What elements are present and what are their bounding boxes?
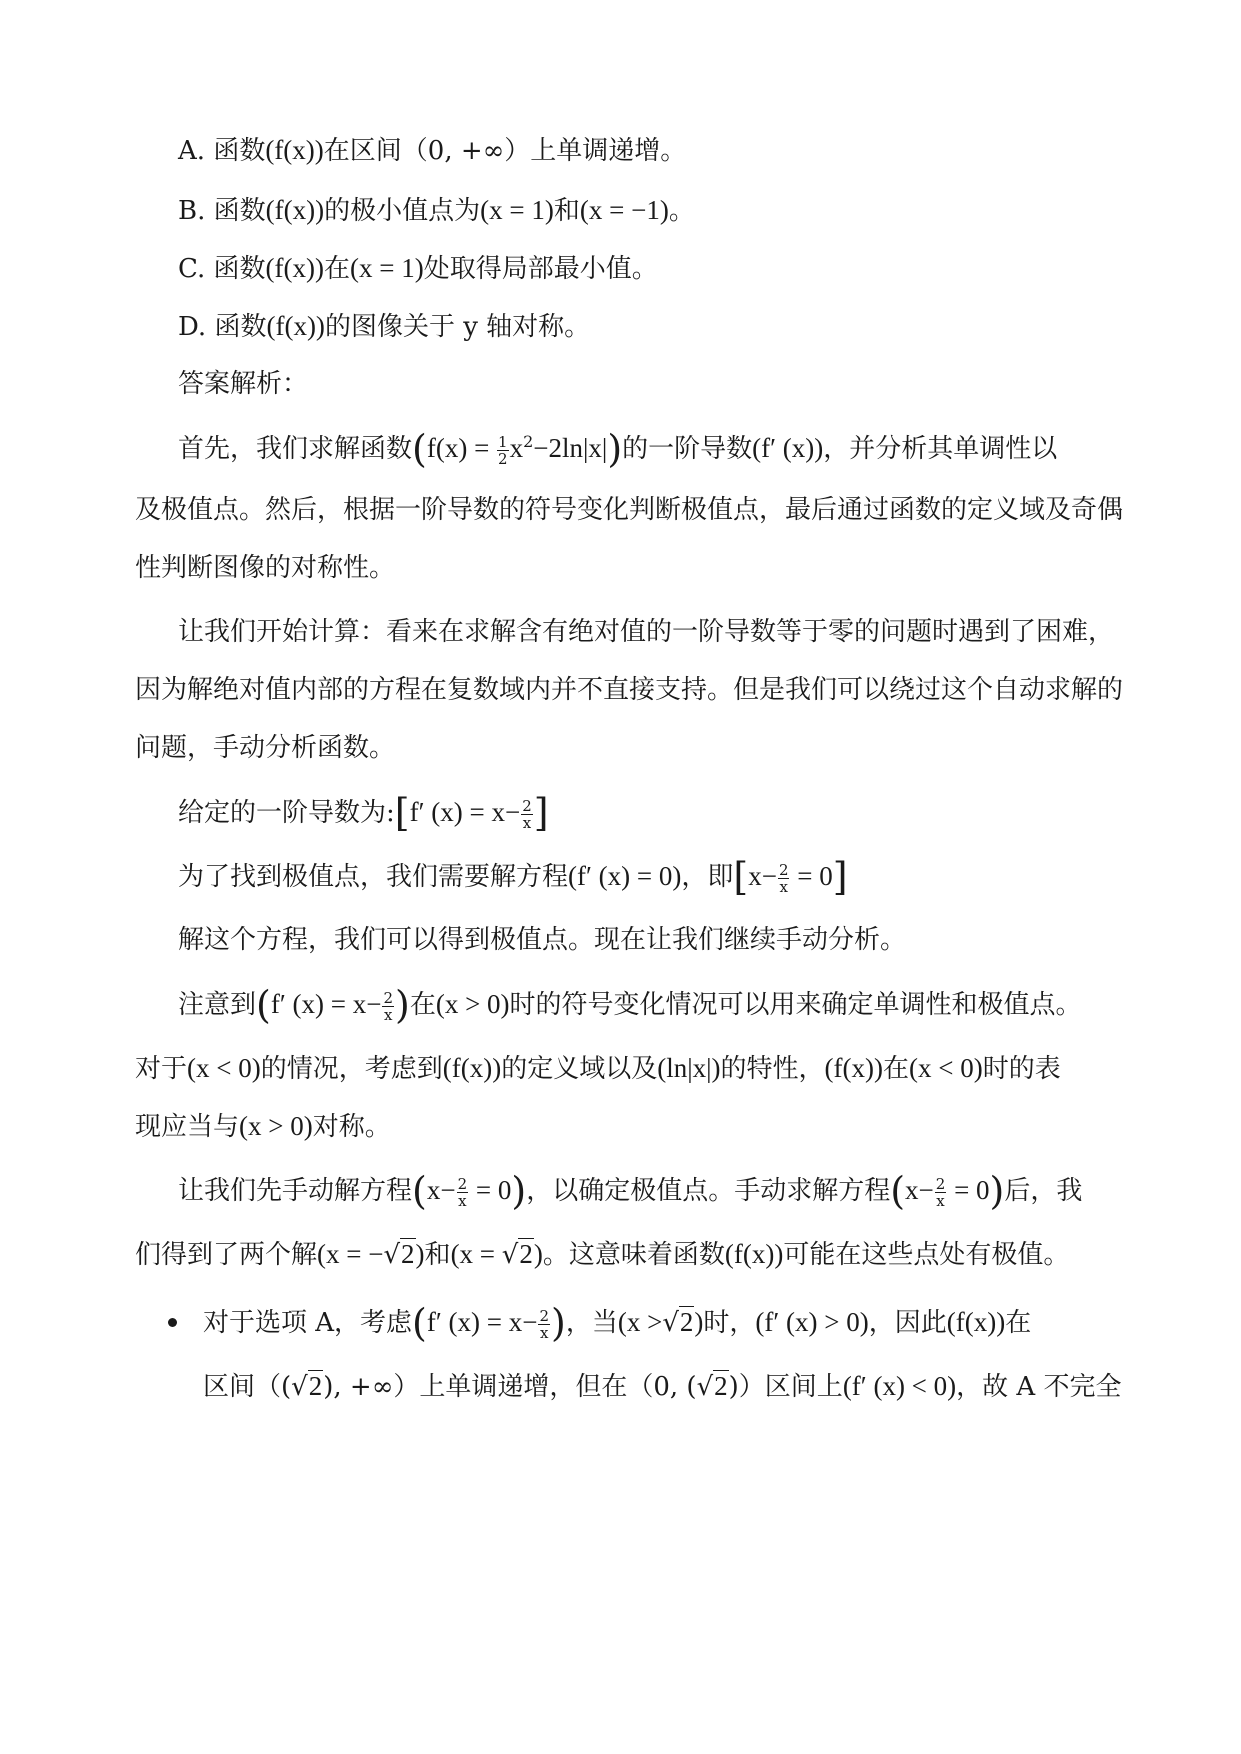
- math-fx: (f(x)): [724, 1239, 784, 1269]
- fraction-2-over-x: [521, 798, 533, 831]
- p7-line1: [178, 1169, 1083, 1213]
- p8-text-2: ，当: [565, 1308, 618, 1338]
- math-x-minus: x−: [905, 1175, 934, 1205]
- p6-line2: [135, 1048, 1061, 1088]
- option-c: [178, 248, 658, 288]
- p8-l2-text-4: ，故 A 不完全: [956, 1372, 1122, 1402]
- paren-close: ): [511, 1169, 527, 1213]
- math-x-eq-1: (x = 1): [480, 195, 554, 225]
- math-close: ): [533, 1239, 543, 1269]
- p3-line: [178, 791, 549, 835]
- option-a-label: A.: [178, 136, 206, 166]
- math-derivative-positive: (f′ (x) > 0): [755, 1307, 869, 1337]
- option-b-text-2: 的极小值点为: [324, 196, 481, 226]
- bracket-open: [: [394, 791, 410, 835]
- paren-open: (: [412, 1301, 427, 1345]
- sqrt-2: [383, 1234, 415, 1275]
- option-b: [178, 190, 695, 230]
- p8-text-4: ，因此: [868, 1308, 947, 1338]
- option-d-label: D.: [178, 312, 207, 342]
- sqrt-2: [662, 1302, 694, 1343]
- math-derivative-zero: (f′ (x) = 0): [568, 861, 682, 891]
- math-close: ): [415, 1239, 425, 1269]
- fraction-num: 2: [457, 1174, 468, 1193]
- p6-text-2: 在: [409, 990, 436, 1020]
- math-derivative-negative: (f′ (x) < 0): [842, 1371, 957, 1401]
- p7-text: 让我们先手动解方程: [178, 1176, 413, 1206]
- p6-l2-text-2: 的情况，考虑到: [260, 1054, 443, 1084]
- math-x-lt-0: (x < 0): [909, 1053, 983, 1083]
- radicand: 2: [308, 1371, 323, 1401]
- radical-sign-icon: √: [291, 1372, 308, 1402]
- math-derivative-eq: f′ (x) = x−: [270, 989, 382, 1019]
- math-f-lhs: f(x) =: [426, 433, 497, 463]
- radicand: 2: [679, 1307, 694, 1337]
- fraction-num: 2: [935, 1174, 946, 1193]
- option-b-text: 函数: [213, 196, 266, 226]
- p4-text-2: ，即: [681, 862, 734, 892]
- paren-close: ): [394, 983, 410, 1027]
- p1-text: 首先，我们求解函数: [178, 434, 413, 464]
- fraction-den: x: [540, 1323, 549, 1342]
- p6-l3-text-2: 对称。: [312, 1112, 391, 1142]
- p8-text: 对于选项 A，考虑: [203, 1308, 413, 1338]
- p2-line3: 问题，手动分析函数。: [135, 733, 396, 763]
- p6-text: 注意到: [178, 990, 257, 1020]
- math-fx: (f(x)): [442, 1053, 502, 1083]
- paren-close: ): [607, 427, 623, 471]
- paren-open: (: [890, 1169, 906, 1213]
- p7-text-3: 后，我: [1004, 1176, 1083, 1206]
- p8-l2-text-2: ), +∞）上单调递增，但在（0, (: [323, 1372, 697, 1402]
- math-eq-zero: = 0: [469, 1175, 512, 1205]
- paren-close: ): [989, 1169, 1005, 1213]
- p4-text: 为了找到极值点，我们需要解方程: [178, 862, 569, 892]
- option-c-label: C.: [178, 254, 206, 284]
- math-fx: (f(x)): [266, 311, 325, 341]
- math-x-eq-neg: (x = −: [317, 1239, 384, 1269]
- p8-line2: [203, 1366, 1121, 1406]
- p6-line1: [178, 983, 1082, 1027]
- math-derivative: (f′ (x)): [752, 433, 824, 463]
- math-x-gt-0: (x > 0): [239, 1111, 313, 1141]
- math-eq-zero: = 0: [790, 861, 833, 891]
- p2-line2: 因为解绝对值内部的方程在复数域内并不直接支持。但是我们可以绕过这个自动求解的: [135, 675, 1124, 705]
- fraction-2-over-x: [778, 862, 790, 895]
- fraction-num: 2: [383, 988, 393, 1007]
- p6-l2-text-4: 的特性，: [720, 1054, 825, 1084]
- math-x-eq-1: (x = 1): [350, 253, 424, 283]
- p2-line1: 让我们开始计算：看来在求解含有绝对值的一阶导数等于零的问题时遇到了困难，: [178, 617, 1115, 647]
- exponent: 2: [523, 432, 534, 451]
- p8-text-3: 时，: [703, 1308, 756, 1338]
- fraction-den: x: [383, 1005, 393, 1024]
- p7-l2-text-2: 和: [424, 1240, 451, 1270]
- p6-l2-text-5: 在: [883, 1054, 910, 1084]
- radicand: 2: [519, 1239, 533, 1269]
- p6-l3-text: 现应当与: [135, 1112, 240, 1142]
- math-fx: (f(x)): [946, 1307, 1006, 1337]
- math-fx: (f(x)): [265, 195, 325, 225]
- math-ln: −2ln|x|: [533, 433, 608, 463]
- math-eq-zero: = 0: [947, 1175, 990, 1205]
- p8-l2-text-3: )）区间上: [728, 1372, 843, 1402]
- p8-line1: [203, 1301, 1032, 1345]
- p7-l2-text: 们得到了两个解: [135, 1240, 318, 1270]
- math-close: ): [694, 1307, 704, 1337]
- paren-close: ): [551, 1301, 566, 1345]
- p7-text-2: ，以确定极值点。手动求解方程: [526, 1176, 891, 1206]
- p3-text: 给定的一阶导数为:: [178, 798, 395, 828]
- p6-l2-text-3: 的定义域以及: [501, 1054, 658, 1084]
- fraction-half: [497, 434, 509, 467]
- math-x-lt-0: (x < 0): [187, 1053, 261, 1083]
- math-ln-abs-x: (ln|x|): [657, 1053, 721, 1083]
- math-fx: (f(x)): [265, 253, 324, 283]
- p6-line3: [135, 1106, 391, 1146]
- p1-line2: 及极值点。然后，根据一阶导数的符号变化判断极值点，最后通过函数的定义域及奇偶: [135, 495, 1124, 525]
- radicand: 2: [714, 1371, 728, 1401]
- p1-line3: 性判断图像的对称性。: [135, 553, 396, 583]
- p6-l2-text: 对于: [135, 1054, 188, 1084]
- fraction-den: x: [458, 1191, 467, 1210]
- math-x-gt: (x >: [617, 1307, 663, 1337]
- bracket-close: ]: [832, 855, 848, 899]
- p5-line: 解这个方程，我们可以得到极值点。现在让我们继续手动分析。: [178, 925, 907, 955]
- fraction-2-over-x: [538, 1308, 550, 1341]
- fraction-den: x: [936, 1191, 945, 1210]
- option-b-text-3: 和: [553, 196, 580, 226]
- p4-line: [178, 855, 848, 899]
- option-b-label: B.: [178, 196, 206, 226]
- option-c-text: 函数: [213, 254, 266, 284]
- math-x-minus: x−: [748, 861, 777, 891]
- paren-open: (: [256, 983, 271, 1027]
- radical-sign-icon: √: [501, 1240, 519, 1270]
- fraction-den: x: [779, 877, 788, 896]
- p6-l2-text-6: 时的表: [982, 1054, 1061, 1084]
- math-derivative-eq: f′ (x) = x−: [409, 797, 521, 827]
- option-d-text-2: 的图像关于 y 轴对称。: [324, 312, 591, 342]
- analysis-heading: 答案解析：: [178, 369, 309, 399]
- math-x-minus: x−: [426, 1175, 456, 1205]
- bracket-open: [: [733, 855, 749, 899]
- fraction-den: x: [522, 813, 532, 832]
- radical-sign-icon: √: [696, 1372, 714, 1402]
- math-x-eq-neg1: (x = −1): [579, 195, 669, 225]
- option-c-text-2: 在: [323, 254, 350, 284]
- option-b-text-4: 。: [668, 196, 695, 226]
- fraction-num: 2: [522, 796, 532, 815]
- p6-text-3: 时的符号变化情况可以用来确定单调性和极值点。: [509, 990, 1082, 1020]
- p7-l2-text-3: 。这意味着函数: [542, 1240, 725, 1270]
- radical-sign-icon: √: [662, 1308, 679, 1338]
- p1-text-2: 的一阶导数: [622, 434, 753, 464]
- math-x: x: [509, 433, 524, 463]
- p7-line2: [135, 1234, 1069, 1274]
- fraction-2-over-x: [382, 990, 394, 1023]
- fraction-num: 1: [498, 432, 508, 451]
- option-d: [178, 306, 590, 346]
- fraction-num: 2: [539, 1306, 550, 1325]
- fraction-num: 2: [778, 860, 789, 879]
- p7-l2-text-4: 可能在这些点处有极值。: [783, 1240, 1070, 1270]
- option-d-text: 函数: [214, 312, 267, 342]
- paren-open: (: [412, 1169, 427, 1213]
- fraction-2-over-x: [457, 1176, 469, 1209]
- sqrt-2: [291, 1366, 323, 1407]
- bracket-close: ]: [533, 791, 549, 835]
- math-fx: (f(x)): [265, 135, 324, 165]
- bullet-icon: [168, 1318, 177, 1327]
- option-a-text-2: 在区间（0, +∞）上单调递增。: [323, 136, 687, 166]
- fraction-den: 2: [498, 449, 508, 468]
- p8-text-5: 在: [1005, 1308, 1032, 1338]
- sqrt-2: [697, 1366, 729, 1407]
- math-x-eq: (x =: [450, 1239, 502, 1269]
- fraction-2-over-x: [935, 1176, 947, 1209]
- p8-l2-text: 区间（(: [203, 1372, 292, 1402]
- sqrt-2: [502, 1234, 534, 1275]
- math-x-gt-0: (x > 0): [435, 989, 510, 1019]
- radicand: 2: [401, 1239, 415, 1269]
- p1-line1: [178, 427, 1058, 471]
- math-fx: (f(x)): [824, 1053, 884, 1083]
- radical-sign-icon: √: [383, 1240, 401, 1270]
- option-c-text-3: 处取得局部最小值。: [423, 254, 658, 284]
- option-a-text: 函数: [213, 136, 266, 166]
- paren-open: (: [412, 427, 427, 471]
- option-a: [178, 130, 686, 170]
- math-derivative-eq: f′ (x) = x−: [426, 1307, 538, 1337]
- p1-text-3: ，并分析其单调性以: [823, 434, 1058, 464]
